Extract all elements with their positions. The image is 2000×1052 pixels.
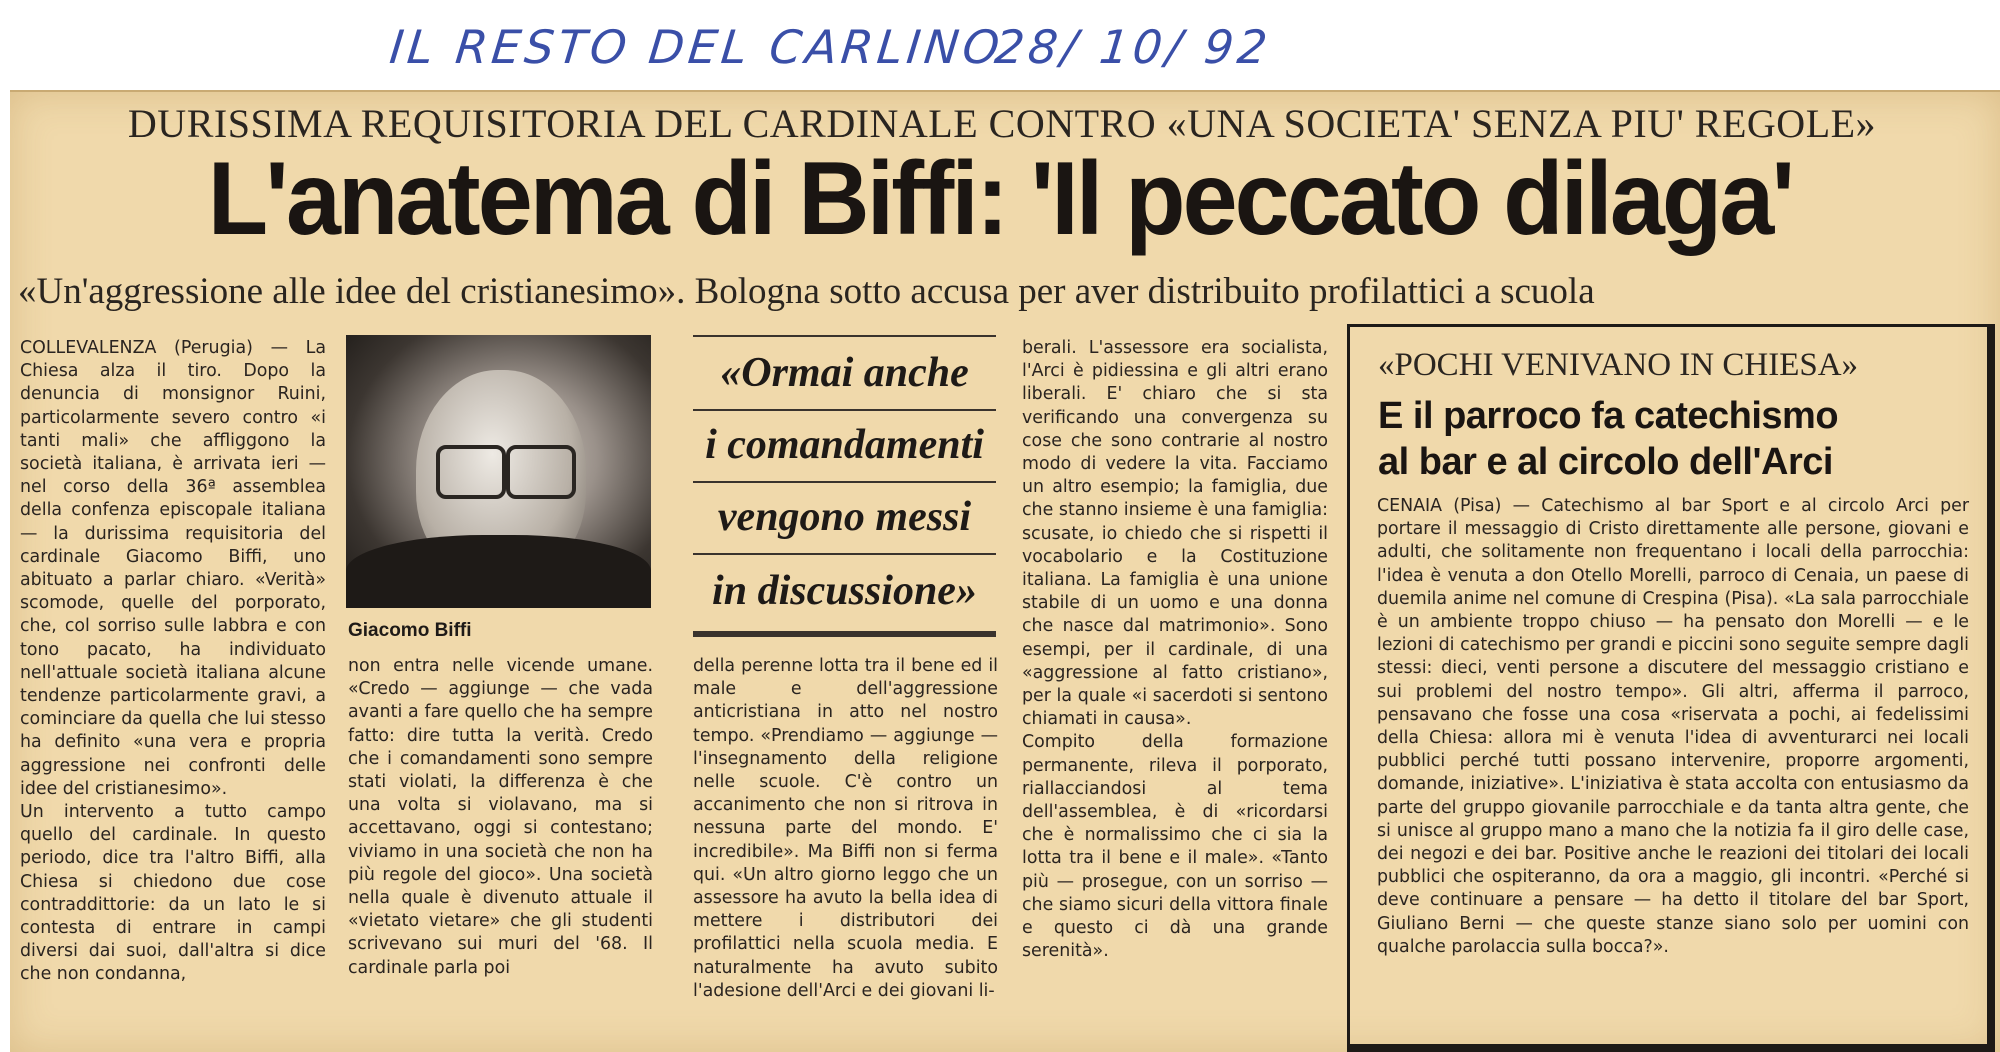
- newspaper-clipping: [10, 90, 2000, 1052]
- quote-line: «Ormai anche: [720, 350, 969, 396]
- sidebar-paragraph: CENAIA (Pisa) — Catechismo al bar Sport e al circolo Arci per portare il messaggio di Cristo direttamente alle persone, giovani e adulti, che solitamente non frequentano i locali della parrocchia: l'idea è venuta a don Otello Morelli, parroco di Cenaia, un paese di duemila anime nel comune di Crespina (Pisa). «La sala parrocchiale è un ambiente troppo chiuso — ha pensato don Morelli — e le lezioni di catechismo per grandi e piccini sono seguite sempre dagli stessi: dieci, venti persone a discutere del messaggio cristiano e sui problemi del nostro tempo». Gli altri, afferma il parroco, pensavano che fosse una cosa «riservata a pochi, ai fedelissimi della Chiesa: allora mi è venuta l'idea di avventurarci nei locali pubblici perché tutti possano intervenire, proporre argomenti, domande, iniziative». L'iniziativa è stata accolta con entusiasmo da parte del gruppo giovanile parrocchiale e da tanta altra gente, che si unisce al gruppo mano a mano che la notizia fa il giro delle case, dei negozi e dei bar. Positive anche le reazioni dei titolari dei locali pubblici che ospiteranno, da ora a maggio, gli incontri. «Perché si deve continuare a pensare — ha detto il titolare del bar Sport, Giuliano Berni — che queste stanze siano solo per uomini con qualche parolaccia sulla bocca?».: [1377, 496, 1969, 957]
- column-3-paragraph: della perenne lotta tra il bene ed il male e dell'aggressione anticristiana in atto nel nostro tempo. «Prendiamo — aggiunge — l'insegnamento della religione nelle scuole. C'è contro un accanimento che non si ritrova in nessuna parte del mondo. E' incredibile». Ma Biffi non si ferma qui. «Un altro giorno leggo che un assessore ha avuto la bella idea di mettere i distributori dei profilattici nella scuola media. E naturalmente ha avuto subito l'adesione dell'Arci e dei giovani li-: [693, 656, 998, 1001]
- portrait-glasses-right: [506, 445, 576, 499]
- quote-line: in discussione»: [712, 568, 977, 614]
- article-subheadline: «Un'aggressione alle idee del cristianesimo». Bologna sotto accusa per aver distribuito profilattici a scuola: [18, 271, 1595, 312]
- column-4-paragraph: berali. L'assessore era socialista, l'Arci è pidiessina e gli altri erano liberali. E' chiaro che si sta verificando una convergenza su cose che sono contrarie al nostro modo di vedere la vita. Facciamo un altro esempio; la famiglia, due che stanno insieme è una famiglia: scusate, io chiedo che si rispetti il vocabolario e la Costituzione italiana. La famiglia è una unione stabile di un uomo e una donna che nasce dal matrimonio». Sono esempi, per il cardinale, di una «aggressione al fatto cristiano», per la quale «i sacerdoti si sentono chiamati in causa».: [1022, 338, 1328, 730]
- handwritten-date: 28/ 10/ 92: [992, 20, 1274, 74]
- quote-rule: [693, 481, 996, 483]
- quote-rule: [693, 409, 996, 411]
- portrait-glasses-left: [436, 445, 506, 499]
- article-column-1: [20, 337, 326, 987]
- sidebar-title-line: E il parroco fa catechismo: [1378, 395, 1839, 437]
- column-2-paragraph: non entra nelle vicende umane. «Credo — aggiunge — che vada avanti a fare quello che ha sempre fatto: dire tutta la verità. Credo che i comandamenti sono sempre stati violati, la differenza è che una volta si violavano, ma si accettavano, oggi si contestano; viviamo in una società che non ha più regole del gioco». Una società nella quale è divenuto attuale il «vietato vietare» che gli studenti scrivevano sui muri del '68. Il cardinale parla poi: [348, 656, 653, 978]
- sidebar-article: [1347, 324, 1995, 1052]
- quote-line: vengono messi: [717, 494, 972, 540]
- sidebar-title-line: al bar e al circolo dell'Arci: [1378, 441, 1833, 483]
- article-column-2: [348, 655, 653, 980]
- quote-rule: [693, 631, 996, 637]
- article-column-4: [1022, 337, 1328, 963]
- column-4-paragraph: Compito della formazione permanente, rileva il porporato, riallacciandosi al tema dell'assemblea, è di «ricordarsi che è normalissimo che ci sia la lotta tra il bene e il male». «Tanto più — prosegue, con un sorriso — che siamo sicuri della vittora finale e questo ci dà una grande serenità».: [1022, 732, 1328, 962]
- article-headline: L'anatema di Biffi: 'Il peccato dilaga': [207, 141, 1793, 257]
- article-column-3: [693, 655, 998, 1003]
- column-1-paragraph: COLLEVALENZA (Perugia) — La Chiesa alza il tiro. Dopo la denuncia di monsignor Ruini, particolarmente severo contro «i tanti mali» che affliggono la società italiana, è arrivata ieri — nel corso della 36ª assemblea della confenza episcopale italiana — la durissima requisitoria del cardinale Giacomo Biffi, uno abituato a parlar chiaro. «Verità» scomode, quelle del porporato, che, col sorriso sulle labbra e con tono pacato, ha individuato nell'attuale società italiana alcune tendenze particolarmente gravi, a cominciare da quella che lui stesso ha definito «una vera e propria aggressione nei confronti delle idee del cristianesimo».: [20, 338, 326, 799]
- column-1-paragraph: Un intervento a tutto campo quello del cardinale. In questo periodo, dice tra l'altro Biffi, alla Chiesa si chiedono due cose contraddittorie: da un lato le si contesta di entrare in campi diversi dai suoi, dall'altra si dice che non condanna,: [20, 802, 326, 985]
- quote-rule: [693, 335, 996, 337]
- portrait-clothing: [346, 535, 651, 608]
- portrait-photo: [346, 335, 651, 608]
- handwritten-newspaper-name: IL RESTO DEL CARLINO: [387, 20, 1006, 74]
- sidebar-kicker: «POCHI VENIVANO IN CHIESA»: [1378, 347, 1859, 383]
- quote-line: i comandamenti: [705, 422, 984, 468]
- photo-caption: Giacomo Biffi: [348, 620, 472, 641]
- article-kicker: DURISSIMA REQUISITORIA DEL CARDINALE CONTRO «UNA SOCIETA' SENZA PIU' REGOLE»: [127, 101, 1877, 146]
- quote-rule: [693, 553, 996, 555]
- sidebar-title: [1378, 393, 1988, 485]
- sidebar-body: [1377, 495, 1969, 959]
